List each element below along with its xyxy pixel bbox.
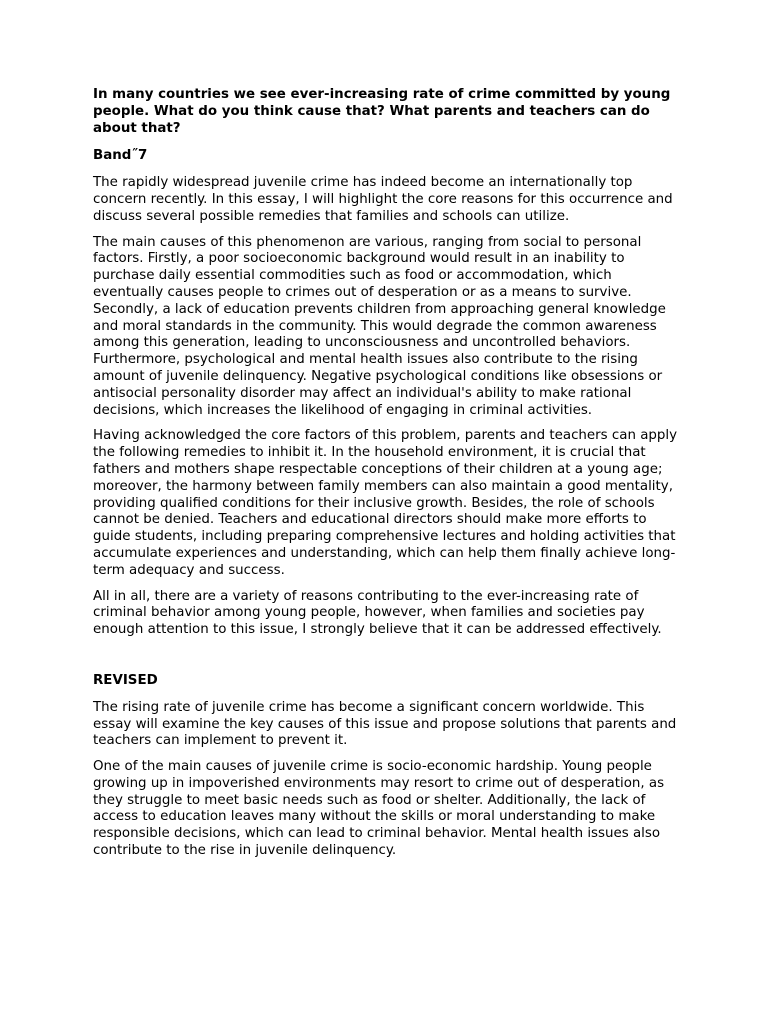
essay-paragraph-conclusion: All in all, there are a variety of reasons contributing to the ever-increasing rate of criminal behavior among young people, however, when families and societies pay enough attention to this issue, I strongly believe that it can be addressed effectively. (93, 588, 662, 638)
revised-paragraph-intro: The rising rate of juvenile crime has become a significant concern worldwide. This essay will examine the key causes of this issue and propose solutions that parents and teachers can implement to prevent it. (93, 699, 677, 749)
document-page (93, 87, 683, 869)
essay-paragraph-remedies: Having acknowledged the core factors of this problem, parents and teachers can apply the following remedies to inhibit it. In the household environment, it is crucial that fathers and mothers shape respectable conceptions of their children at a young age; moreover, the harmony between family members can also maintain a good mentality, providing qualified conditions for their inclusive growth. Besides, the role of schools cannot be denied. Teachers and educational directors should make more efforts to guide students, including preparing comprehensive lectures and holding activities that accumulate experiences and understanding, which can help them finally achieve long-term adequacy and success. (93, 428, 678, 578)
band-score: Band˝7 (93, 148, 148, 164)
essay-paragraph-intro: The rapidly widespread juvenile crime has indeed become an internationally top concern recently. In this essay, I will highlight the core reasons for this occurrence and discuss several possible remedies that families and schools can utilize. (93, 175, 673, 224)
essay-prompt: In many countries we see ever-increasing rate of crime committed by young people. What do you think cause that? What parents and teachers can do about that? (93, 87, 671, 136)
revised-heading: REVISED (93, 672, 158, 688)
revised-paragraph-causes: One of the main causes of juvenile crime is socio-economic hardship. Young people growing up in impoverished environments may resort to crime out of desperation, as they struggle to meet basic needs such as food or shelter. Additionally, the lack of access to education leaves many without the skills or moral understanding to make responsible decisions, which can lead to criminal behavior. Mental health issues also contribute to the rise in juvenile delinquency. (93, 759, 665, 859)
essay-paragraph-causes: The main causes of this phenomenon are various, ranging from social to personal factors. Firstly, a poor socioeconomic background would result in an inability to purchase daily essential commodities such as food or accommodation, which eventually causes people to crimes out of desperation or as a means to survive. Secondly, a lack of education prevents children from approaching general knowledge and moral standards in the community. This would degrade the common awareness among this generation, leading to unconsciousness and uncontrolled behaviors. Furthermore, psychological and mental health issues also contribute to the rising amount of juvenile delinquency. Negative psychological conditions like obsessions or antisocial personality disorder may affect an individual's ability to make rational decisions, which increases the likelihood of engaging in criminal activities. (93, 234, 666, 418)
